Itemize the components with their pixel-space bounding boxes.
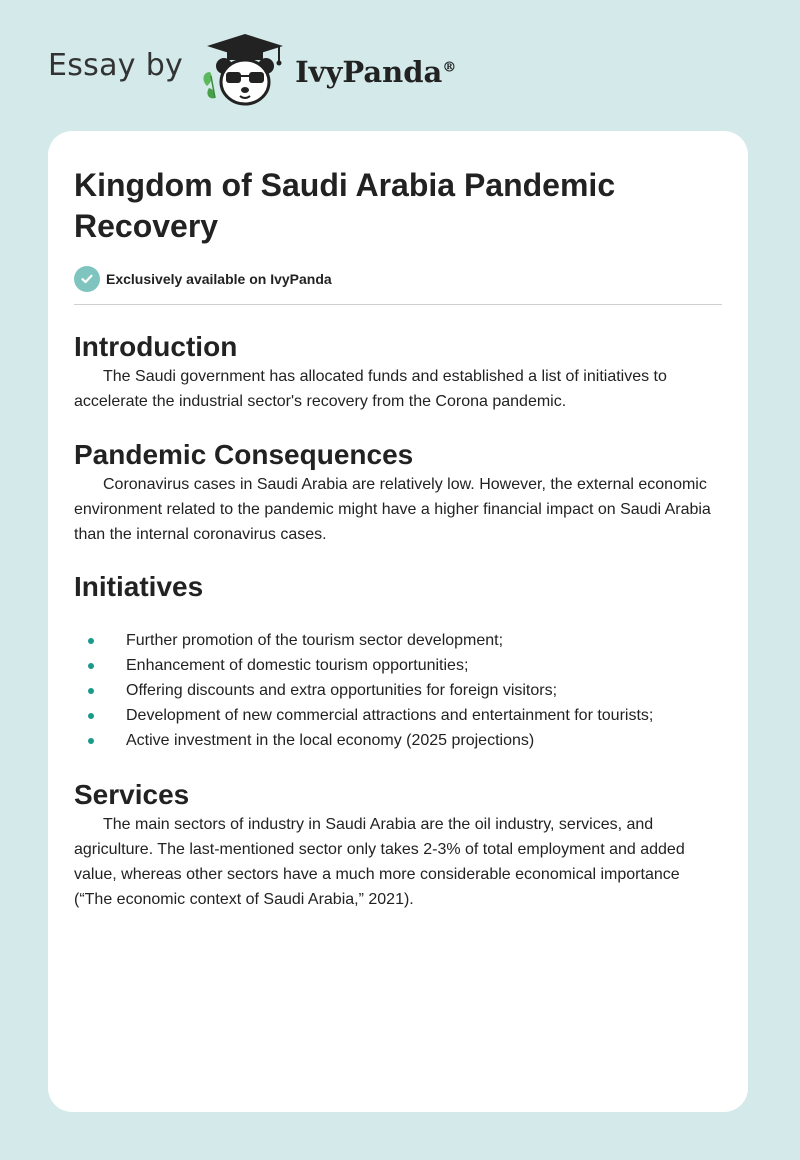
site-header — [48, 30, 456, 110]
exclusive-badge-label: Exclusively available on IvyPanda — [106, 271, 332, 287]
bullet-icon — [88, 738, 94, 744]
consequences-heading: Pandemic Consequences — [74, 439, 414, 470]
list-item-text: Active investment in the local economy (2025 projections) — [126, 732, 535, 749]
introduction-paragraph: The Saudi government has allocated funds and established a list of initiatives to accelerate the industrial sector's recovery from the Corona pandemic. — [74, 368, 667, 410]
bullet-icon — [88, 663, 94, 669]
list-item — [74, 678, 722, 703]
page-title: Kingdom of Saudi Arabia Pandemic Recovery — [74, 167, 616, 244]
services-heading: Services — [74, 779, 190, 810]
check-circle-icon — [74, 266, 100, 292]
exclusive-badge — [74, 266, 722, 292]
bullet-icon — [88, 713, 94, 719]
introduction-heading: Introduction — [74, 331, 238, 362]
list-item — [74, 653, 722, 678]
list-item-text: Further promotion of the tourism sector development; — [126, 632, 504, 649]
bullet-icon — [88, 688, 94, 694]
bullet-icon — [88, 638, 94, 644]
brand-name[interactable] — [295, 55, 456, 89]
essay-by-label: Essay by — [48, 47, 184, 83]
list-item-text: Development of new commercial attractions and entertainment for tourists; — [126, 707, 654, 724]
trademark-symbol: ® — [442, 59, 457, 76]
essay-card — [48, 131, 748, 1112]
brand-name-text: IvyPanda — [295, 55, 443, 89]
services-paragraph: The main sectors of industry in Saudi Arabia are the oil industry, services, and agriculture. The last-mentioned sector only takes 2-3% of total employment and added value, whereas other sectors have a much more considerable economical importance (“The economic context of Saudi Arabia,” 2021). — [74, 816, 685, 908]
list-item-text: Offering discounts and extra opportunities for foreign visitors; — [126, 682, 558, 699]
initiatives-heading: Initiatives — [74, 571, 204, 602]
panda-logo-icon[interactable] — [197, 28, 293, 113]
title-divider — [74, 304, 722, 305]
list-item — [74, 728, 722, 753]
list-item — [74, 703, 722, 728]
consequences-paragraph: Coronavirus cases in Saudi Arabia are relatively low. However, the external economic environment related to the pandemic might have a higher financial impact on Saudi Arabia than the internal coronavirus cases. — [74, 476, 711, 543]
list-item-text: Enhancement of domestic tourism opportunities; — [126, 657, 469, 674]
initiatives-list — [74, 628, 722, 753]
list-item — [74, 628, 722, 653]
